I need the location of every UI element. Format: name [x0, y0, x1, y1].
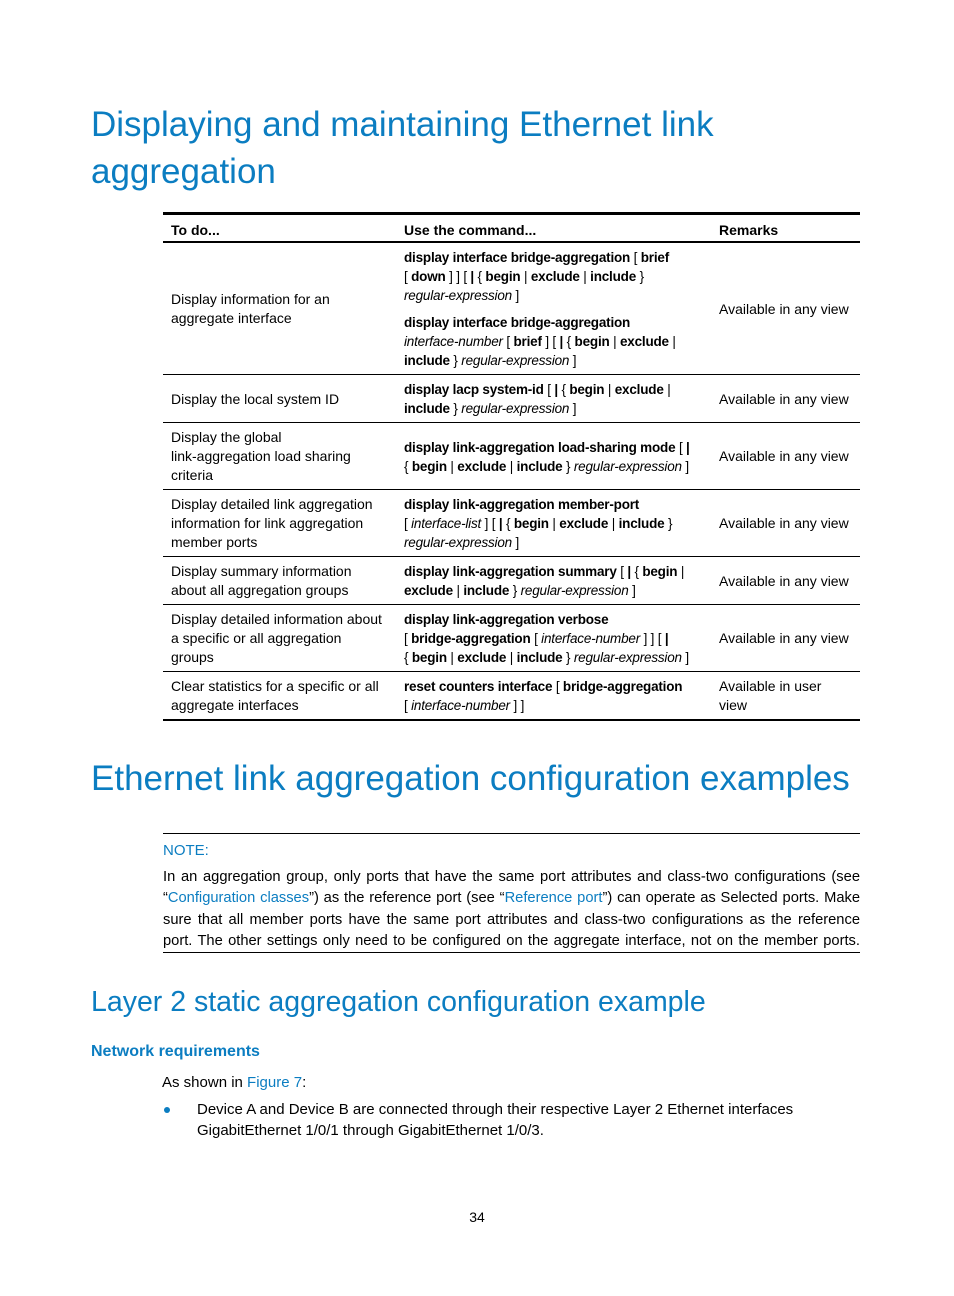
intro-text: As shown in [162, 1074, 248, 1091]
task-line: a specific or all aggregation [171, 630, 342, 646]
command-syntax [404, 677, 706, 715]
task-line: member ports [171, 534, 258, 550]
command-keyword: | [554, 382, 558, 397]
note-text-part: ”) as the reference port (see “ [309, 890, 505, 907]
command-punctuation: ] ] [509, 698, 525, 713]
command-punctuation: { [630, 564, 643, 579]
command-line [404, 610, 706, 629]
command-cell [395, 375, 710, 423]
task-line: aggregate interface [171, 310, 292, 326]
task-line: Clear statistics for a specific or all [171, 678, 379, 694]
command-argument: regular-expression [520, 583, 629, 598]
command-punctuation: | [548, 516, 560, 531]
command-keyword: include [516, 650, 563, 665]
command-argument: regular-expression [461, 353, 570, 368]
task-line: Display detailed information about [171, 611, 382, 627]
task-cell [163, 490, 395, 557]
command-keyword: exclude [559, 516, 609, 531]
remarks-cell [710, 490, 860, 557]
command-syntax [404, 438, 706, 476]
command-keyword: exclude [614, 382, 664, 397]
command-punctuation: [ [543, 382, 555, 397]
remarks-line: Available in any view [719, 630, 849, 646]
note-text-part: ”) can operate as Selected ports. Make sure that all member ports have the same port attributes and class-two configurations as the reference port. The other settings only need to be configured on the aggregate interface, not on the member ports. [163, 890, 861, 949]
remarks-cell [710, 375, 860, 423]
command-keyword: begin [485, 269, 521, 284]
command-keyword: display link-aggregation verbose [404, 612, 609, 627]
task-cell [163, 605, 395, 672]
remarks-line: Available in any view [719, 390, 849, 407]
command-line [404, 267, 706, 286]
table-row [163, 490, 860, 557]
task-cell [163, 375, 395, 423]
command-punctuation: { [563, 334, 575, 349]
command-keyword: include [516, 458, 563, 474]
command-keyword: begin [569, 382, 605, 397]
command-table [163, 212, 860, 721]
command-keyword: exclude [457, 458, 507, 474]
command-keyword: include [618, 516, 665, 531]
command-keyword: begin [574, 334, 610, 349]
command-punctuation: | [609, 334, 620, 349]
command-keyword: bridge-aggregation [562, 679, 683, 694]
command-syntax [404, 495, 706, 552]
remarks-cell [710, 243, 860, 375]
table-row [163, 672, 860, 721]
command-keyword: | [498, 516, 503, 531]
command-punctuation: | [604, 382, 615, 397]
task-line: aggregate interfaces [171, 697, 299, 713]
command-line [404, 648, 706, 667]
configuration-classes-link[interactable]: Configuration classes [167, 890, 310, 907]
command-keyword: | [664, 631, 669, 646]
command-argument: regular-expression [461, 401, 570, 416]
command-punctuation: | [520, 269, 531, 284]
command-argument: regular-expression [404, 535, 512, 550]
figure-7-link[interactable]: Figure 7 [247, 1074, 303, 1091]
table-row [163, 243, 860, 375]
command-punctuation: ] [511, 535, 520, 550]
command-keyword: down [411, 269, 446, 284]
command-keyword: begin [642, 564, 678, 579]
command-punctuation: [ [552, 679, 563, 694]
command-punctuation: } [509, 583, 521, 598]
task-line: information for link aggregation [171, 515, 364, 531]
command-line [404, 629, 706, 648]
command-argument: interface-number [404, 334, 503, 349]
command-keyword: include [590, 269, 637, 284]
command-punctuation: ] [569, 353, 577, 368]
command-punctuation: ] [ [481, 516, 499, 531]
task-line: Display detailed link aggregation [171, 496, 373, 512]
task-cell [163, 672, 395, 721]
command-argument: interface-number [541, 631, 641, 646]
command-punctuation: { [404, 650, 412, 665]
table-row [163, 557, 860, 605]
command-punctuation: ] ] [ [445, 269, 471, 284]
note-box [163, 833, 860, 953]
command-punctuation: } [449, 353, 462, 368]
command-keyword: begin [411, 650, 447, 665]
command-keyword: bridge-aggregation [411, 631, 531, 646]
command-cell [395, 490, 710, 557]
network-requirements-heading: Network requirements [91, 1043, 260, 1060]
command-cell [395, 605, 710, 672]
task-line: criteria [171, 467, 214, 483]
table-body [163, 243, 860, 721]
command-keyword: include [404, 401, 450, 416]
command-line [404, 399, 706, 418]
command-line [404, 562, 706, 581]
intro-suffix: : [302, 1074, 307, 1091]
remarks-line: Available in any view [719, 448, 849, 464]
command-punctuation: [ [404, 698, 412, 713]
command-cell [395, 243, 710, 375]
remarks-line: Available in any view [719, 300, 849, 317]
requirements-list [163, 1099, 860, 1141]
note-text-part: In an aggregation group, only ports that have the same port attributes and class-two configurations (see “ [163, 869, 860, 907]
table-row [163, 605, 860, 672]
command-punctuation: | [446, 650, 458, 665]
command-keyword: display interface bridge-aggregation [404, 250, 631, 265]
command-punctuation: [ [404, 516, 412, 531]
command-punctuation: ] ] [ [640, 631, 665, 646]
command-argument: regular-expression [573, 458, 682, 474]
command-line [404, 696, 706, 715]
command-punctuation: ] [681, 650, 689, 665]
intro-paragraph [162, 1072, 306, 1093]
command-line [404, 533, 706, 552]
command-syntax [404, 313, 706, 370]
command-punctuation: [ [404, 269, 412, 284]
command-line [404, 581, 706, 600]
command-keyword: reset counters interface [404, 679, 553, 694]
command-punctuation: | [506, 458, 517, 474]
command-line [404, 332, 706, 351]
reference-port-link[interactable]: Reference port [504, 890, 603, 907]
command-punctuation: | [663, 382, 671, 397]
command-punctuation: [ [530, 631, 542, 646]
command-punctuation: | [677, 564, 685, 579]
command-punctuation: | [446, 458, 458, 474]
task-cell [163, 423, 395, 490]
command-syntax [404, 380, 706, 418]
list-item-text: Device A and Device B are connected through their respective Layer 2 Ethernet interfaces GigabitEthernet 1/0/1 through GigabitEthernet 1/0/3. [197, 1101, 794, 1139]
command-punctuation: } [636, 269, 644, 284]
remarks-cell [710, 423, 860, 490]
command-punctuation: [ [675, 439, 687, 455]
command-punctuation: ] [511, 288, 520, 303]
command-punctuation: } [562, 458, 574, 474]
command-punctuation: | [506, 650, 517, 665]
section-heading-configuration-examples: Ethernet link aggregation configuration examples [91, 759, 850, 798]
command-keyword: exclude [530, 269, 580, 284]
remarks-line: Available in any view [719, 572, 849, 589]
command-punctuation: { [474, 269, 486, 284]
command-syntax [404, 562, 706, 600]
command-punctuation: { [502, 516, 514, 531]
command-line [404, 677, 706, 696]
command-argument: regular-expression [404, 288, 512, 303]
command-keyword: exclude [619, 334, 669, 349]
remarks-cell [710, 557, 860, 605]
task-line: groups [171, 649, 214, 665]
command-punctuation: ] [681, 458, 689, 474]
command-line [404, 457, 706, 476]
command-syntax [404, 248, 706, 305]
note-paragraph [163, 867, 860, 952]
command-keyword: exclude [404, 583, 453, 598]
command-line [404, 514, 706, 533]
command-keyword: begin [513, 516, 549, 531]
command-punctuation: | [579, 269, 591, 284]
task-cell [163, 243, 395, 375]
command-punctuation: [ [616, 564, 628, 579]
command-cell [395, 672, 710, 721]
command-keyword: display interface bridge-aggregation [404, 315, 631, 330]
remarks-line: Available in user [719, 678, 822, 694]
command-punctuation: { [557, 382, 570, 397]
remarks-cell [710, 605, 860, 672]
command-keyword: display link-aggregation member-port [404, 497, 640, 512]
command-punctuation: [ [502, 334, 514, 349]
note-label: NOTE: [163, 842, 209, 859]
page-number: 34 [469, 1209, 485, 1225]
command-punctuation: } [664, 516, 673, 531]
task-line: Display the local system ID [171, 390, 340, 407]
command-line [404, 351, 706, 370]
command-cell [395, 557, 710, 605]
section-heading-displaying-maintaining: Displaying and maintaining Ethernet link aggregation [91, 105, 714, 191]
command-argument: regular-expression [573, 650, 682, 665]
header-use-the-command: Use the command... [395, 212, 710, 243]
table-header-row [163, 212, 860, 243]
remarks-line: view [719, 697, 748, 713]
command-keyword: begin [411, 458, 447, 474]
task-line: link-aggregation load sharing [171, 448, 351, 464]
command-line [404, 380, 706, 399]
command-keyword: brief [513, 334, 542, 349]
command-punctuation: [ [404, 631, 412, 646]
command-punctuation: { [404, 458, 412, 474]
subsection-heading: Layer 2 static aggregation configuration example [91, 986, 706, 1018]
command-punctuation: } [449, 401, 462, 416]
task-line: about all aggregation groups [171, 582, 349, 598]
command-punctuation: | [608, 516, 619, 531]
command-keyword: | [686, 439, 690, 455]
command-line [404, 438, 706, 457]
task-line: Display summary information [171, 563, 352, 579]
command-line [404, 286, 706, 305]
table-row [163, 375, 860, 423]
task-line: Display the global [171, 429, 282, 445]
header-remarks: Remarks [710, 212, 860, 243]
command-line [404, 313, 706, 332]
command-keyword: exclude [457, 650, 507, 665]
command-punctuation: } [562, 650, 574, 665]
command-punctuation: | [452, 583, 464, 598]
remarks-cell [710, 672, 860, 721]
command-keyword: | [470, 269, 474, 284]
command-punctuation: ] [569, 401, 577, 416]
table-row [163, 423, 860, 490]
task-line: Display information for an [171, 291, 330, 307]
list-item [163, 1099, 860, 1141]
command-punctuation: ] [ [541, 334, 560, 349]
bullet-icon [164, 1107, 170, 1113]
command-punctuation: [ [630, 250, 641, 265]
command-line [404, 248, 706, 267]
command-keyword: display link-aggregation load-sharing mode [404, 439, 676, 455]
command-argument: interface-list [411, 516, 482, 531]
command-keyword: | [627, 564, 631, 579]
command-syntax [404, 610, 706, 667]
command-punctuation: ] [628, 583, 636, 598]
header-to-do: To do... [163, 212, 395, 243]
command-punctuation: | [668, 334, 676, 349]
command-line [404, 495, 706, 514]
task-cell [163, 557, 395, 605]
command-keyword: | [559, 334, 564, 349]
command-cell [395, 423, 710, 490]
command-argument: interface-number [411, 698, 510, 713]
command-keyword: display lacp system-id [404, 382, 544, 397]
command-keyword: display link-aggregation summary [404, 564, 617, 579]
command-keyword: brief [640, 250, 670, 265]
remarks-line: Available in any view [719, 515, 849, 531]
command-keyword: include [404, 353, 450, 368]
command-keyword: include [463, 583, 510, 598]
